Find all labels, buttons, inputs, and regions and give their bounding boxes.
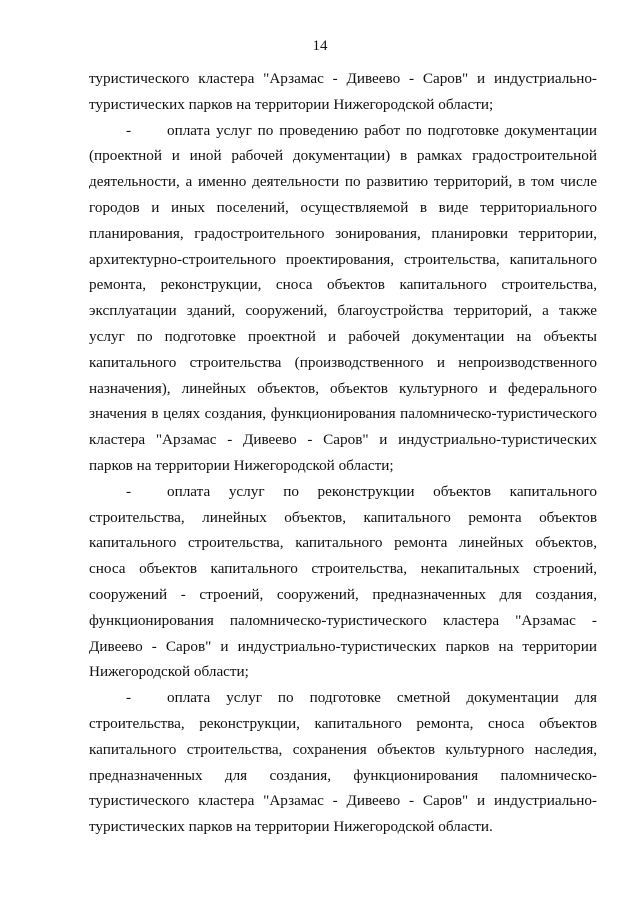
text-line: оплата услуг по подготовке сметной документации для — [167, 689, 597, 707]
text-line: туристических парков на территории Нижегородской области. — [89, 818, 493, 836]
text-line: значения в целях создания, функционирования паломническо-туристического — [89, 405, 597, 423]
text-line: капитального строительства (производственного и непроизводственного — [89, 353, 597, 371]
text-line: кластера "Арзамас - Дивеево - Саров" и индустриально-туристических — [89, 431, 597, 449]
text-line: планирования, градостроительного зонирования, планировки территории, — [89, 224, 597, 242]
bullet-item-reconstruction-services — [89, 479, 597, 685]
text-line: эксплуатации зданий, сооружений, благоустройства территорий, а также — [89, 302, 597, 320]
text-line: сооружений - строений, сооружений, предназначенных для создания, — [89, 585, 597, 603]
bullet-item-design-documentation — [89, 118, 597, 479]
text-line: туристического кластера "Арзамас - Дивеево - Саров" и индустриально- — [89, 70, 597, 87]
paragraph-continuation — [89, 66, 597, 118]
bullet-first-line — [89, 685, 597, 711]
text-line: услуг по подготовке проектной и рабочей документации на объекты — [89, 327, 597, 345]
text-line: архитектурно-строительного проектирования, строительства, капитального — [89, 250, 597, 268]
bullet-first-line — [89, 479, 597, 505]
text-line: Дивеево - Саров" и индустриально-туристических парков на территории — [89, 637, 597, 655]
text-line: деятельности, а именно деятельности по развитию территорий, в том числе — [89, 173, 597, 191]
text-line: туристического кластера "Арзамас - Дивеево - Саров" и индустриально- — [89, 792, 597, 810]
text-line: функционирования паломническо-туристического кластера "Арзамас - — [89, 611, 597, 629]
bullet-first-line — [89, 118, 597, 144]
text-line: строительства, реконструкции, капитального ремонта, сноса объектов — [89, 714, 597, 732]
bullet-dash: - — [126, 482, 132, 500]
text-line: назначения), линейных объектов, объектов культурного и федерального — [89, 379, 597, 397]
text-line: предназначенных для создания, функционирования паломническо- — [89, 766, 597, 784]
bullet-dash: - — [126, 689, 132, 707]
text-line: парков на территории Нижегородской области; — [89, 456, 394, 474]
text-line: оплата услуг по проведению работ по подготовке документации — [167, 121, 597, 139]
text-line: (проектной и иной рабочей документации) в рамках градостроительной — [89, 147, 597, 165]
document-body — [89, 66, 597, 840]
text-line: оплата услуг по реконструкции объектов капитального — [167, 482, 597, 500]
bullet-item-estimate-documentation — [89, 685, 597, 840]
text-line: капитального строительства, капитального ремонта линейных объектов, — [89, 534, 597, 552]
text-line: сноса объектов капитального строительства, некапитальных строений, — [89, 560, 597, 578]
text-line: строительства, линейных объектов, капитального ремонта объектов — [89, 508, 597, 526]
text-line: туристических парков на территории Нижегородской области; — [89, 95, 494, 113]
text-line: капитального строительства, сохранения объектов культурного наследия, — [89, 740, 597, 758]
page-number: 14 — [312, 38, 328, 54]
text-line: ремонта, реконструкции, сноса объектов капитального строительства, — [89, 276, 597, 294]
text-line: городов и иных поселений, осуществляемой в виде территориального — [89, 198, 597, 216]
text-line: Нижегородской области; — [89, 663, 249, 681]
bullet-dash: - — [126, 121, 132, 139]
